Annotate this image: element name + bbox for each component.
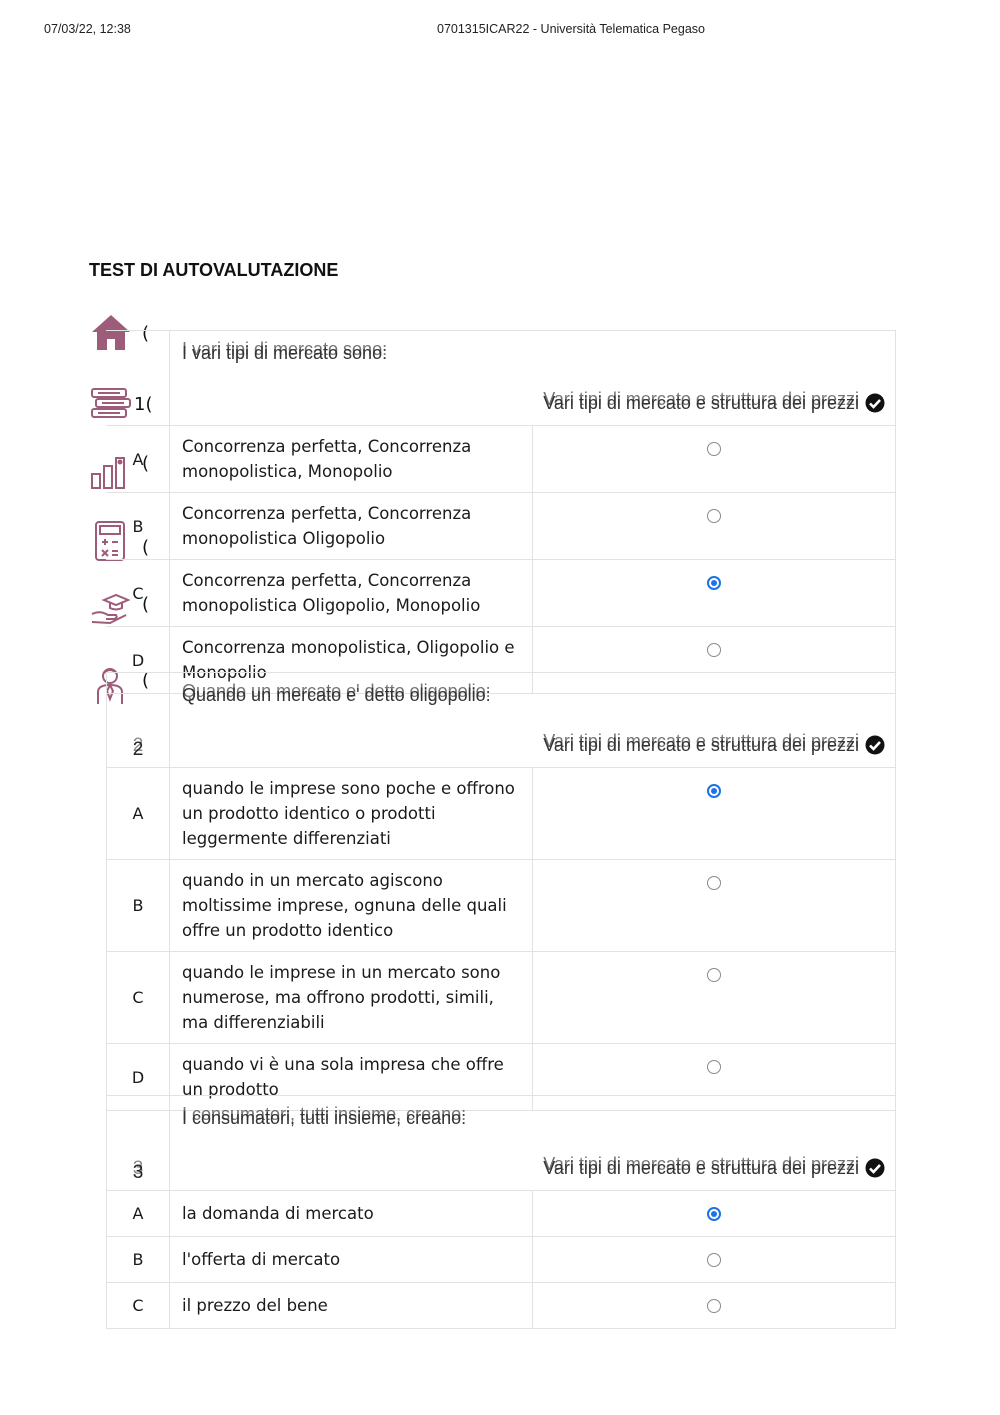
question-header	[107, 1096, 896, 1191]
option-text: quando vi è una sola impresa che offre un prodotto	[170, 1044, 533, 1111]
radio-button[interactable]	[707, 1299, 721, 1313]
option-letter: B	[107, 1237, 170, 1283]
option-letter: D	[107, 1044, 170, 1111]
question-card	[106, 1095, 896, 1329]
radio-button[interactable]	[707, 442, 721, 456]
answer-option[interactable]	[107, 952, 896, 1044]
radio-button-selected[interactable]	[707, 784, 721, 798]
print-header	[0, 22, 1000, 42]
option-letter: B	[107, 493, 170, 560]
option-letter: D	[107, 627, 170, 694]
question-number: 3	[132, 1162, 144, 1183]
check-circle-icon	[865, 393, 885, 413]
question-card	[106, 672, 896, 1111]
option-text: quando in un mercato agiscono moltissime imprese, ognuna delle quali offre un prodotto identico	[170, 860, 533, 952]
radio-button[interactable]	[707, 643, 721, 657]
option-letter: C	[107, 560, 170, 627]
question-card	[106, 330, 896, 694]
print-date: 07/03/22, 12:38	[44, 22, 131, 36]
option-letter: A	[107, 768, 170, 860]
question-text: I consumatori, tutti insieme, creano:	[182, 1108, 467, 1128]
question-topic: Vari tipi di mercato e struttura dei prezzi	[543, 1158, 859, 1178]
stray-paren: (	[142, 453, 150, 474]
answer-option[interactable]	[107, 426, 896, 493]
page-title: TEST DI AUTOVALUTAZIONE	[89, 260, 339, 280]
check-circle-icon	[865, 1158, 885, 1178]
question-topic: Vari tipi di mercato e struttura dei prezzi	[543, 735, 859, 755]
check-circle-icon	[865, 735, 885, 755]
option-letter: C	[107, 952, 170, 1044]
radio-button[interactable]	[707, 968, 721, 982]
option-text: Concorrenza perfetta, Concorrenza monopolistica, Monopolio	[170, 426, 533, 493]
answer-option[interactable]	[107, 560, 896, 627]
question-text: Quando un mercato e' detto oligopolio:	[182, 685, 491, 705]
stray-number: 1(	[134, 394, 153, 415]
option-text: l'offerta di mercato	[170, 1237, 533, 1283]
question-text: I vari tipi di mercato sono:	[182, 343, 388, 363]
answer-option[interactable]	[107, 768, 896, 860]
option-text: il prezzo del bene	[170, 1283, 533, 1329]
option-text: la domanda di mercato	[170, 1191, 533, 1237]
answer-option[interactable]	[107, 1283, 896, 1329]
question-topic: Vari tipi di mercato e struttura dei prezzi	[543, 393, 859, 413]
question-number: 2	[132, 739, 144, 760]
radio-button[interactable]	[707, 876, 721, 890]
print-title: 0701315ICAR22 - Università Telematica Pegaso	[437, 22, 705, 36]
stray-paren: (	[142, 594, 150, 615]
radio-button[interactable]	[707, 1253, 721, 1267]
option-text: quando le imprese in un mercato sono numerose, ma offrono prodotti, simili, ma differenziabili	[170, 952, 533, 1044]
question-header	[107, 331, 896, 426]
radio-button[interactable]	[707, 1060, 721, 1074]
option-letter: A	[107, 426, 170, 493]
answer-option[interactable]	[107, 493, 896, 560]
radio-button-selected[interactable]	[707, 1207, 721, 1221]
stray-paren: (	[142, 670, 150, 691]
option-text: Concorrenza perfetta, Concorrenza monopolistica Oligopolio	[170, 493, 533, 560]
answer-option[interactable]	[107, 860, 896, 952]
option-text: Concorrenza monopolistica, Oligopolio e Monopolio	[170, 627, 533, 694]
option-text: Concorrenza perfetta, Concorrenza monopolistica Oligopolio, Monopolio	[170, 560, 533, 627]
question-header	[107, 673, 896, 768]
radio-button[interactable]	[707, 509, 721, 523]
radio-button-selected[interactable]	[707, 576, 721, 590]
option-letter: B	[107, 860, 170, 952]
option-letter: A	[107, 1191, 170, 1237]
answer-option[interactable]	[107, 1191, 896, 1237]
option-text: quando le imprese sono poche e offrono un prodotto identico o prodotti leggermente differenziati	[170, 768, 533, 860]
stray-paren: (	[142, 537, 150, 558]
answer-option[interactable]	[107, 1237, 896, 1283]
option-letter: C	[107, 1283, 170, 1329]
stray-paren: (	[142, 323, 150, 344]
